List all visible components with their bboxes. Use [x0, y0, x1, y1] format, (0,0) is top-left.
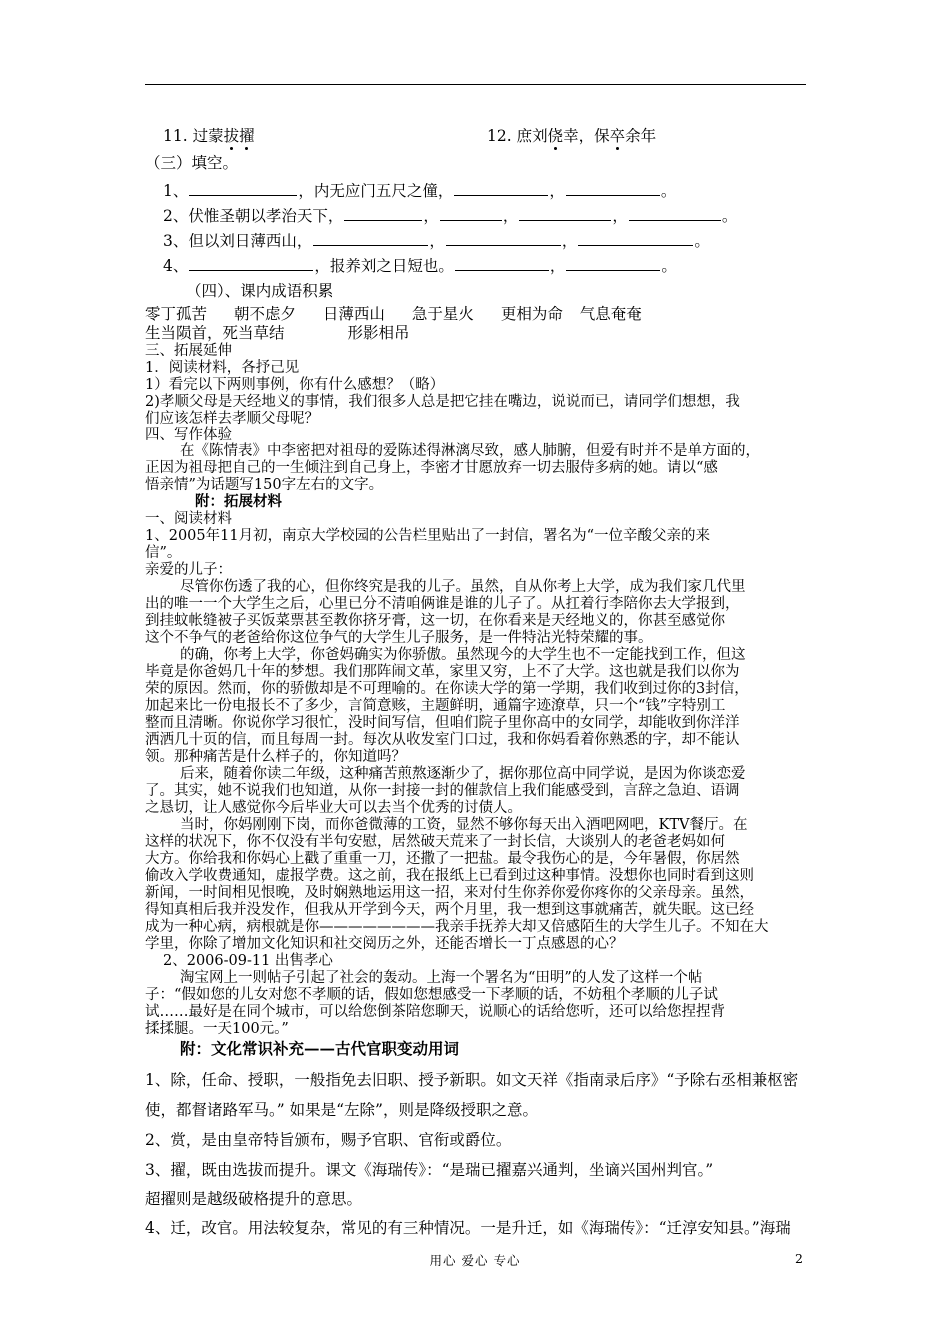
idioms-row-1	[145, 305, 642, 323]
idiom: 更相为命	[500, 305, 563, 323]
section-3-line: 2)孝顺父母是天经地义的事情，我们很多人总是把它挂在嘴边，说说而已，请同学们想想，我	[145, 394, 740, 410]
letter-line: 偷改入学收费通知，虚报学费。这之前，我在报纸上已看到过这种事情。没想你也同时看到这则	[145, 868, 754, 884]
letter-line: 荣的原因。然而，你的骄傲却是不可理喻的。在你读大学的第一学期，我们收到过你的3封信，	[145, 681, 749, 697]
fill-question-1	[163, 181, 676, 200]
vocab-11-number: 11.	[163, 127, 188, 145]
appendix-item-2-line: 子：“假如您的儿女对您不孝顺的话，假如您想感受一下孝顺的话，不妨租个孝顺的儿子试	[145, 987, 718, 1003]
q2-end: 。	[721, 207, 738, 225]
section-4-line: 悟亲情”为话题写150字左右的文字。	[145, 477, 384, 493]
letter-line: 尽管你伤透了我的心，但你终究是我的儿子。虽然，自从你考上大学，成为我们家几代里	[180, 579, 746, 595]
q2-sep: ，	[423, 207, 439, 225]
answer-blank[interactable]	[578, 231, 693, 246]
vocab-12-text: 余年	[625, 127, 657, 145]
letter-line: 当时，你妈刚刚下岗，而你爸微薄的工资，显然不够你每天出入酒吧网吧，KTV餐厅。在	[180, 817, 748, 833]
q3-sep: ，	[561, 232, 578, 250]
answer-blank[interactable]	[566, 181, 660, 196]
appendix-item-2-line: 淘宝网上一则帖子引起了社会的轰动。上海一个署名为“田明”的人发了这样一个帖	[180, 970, 703, 986]
answer-blank[interactable]	[189, 181, 297, 196]
q1-text: ，	[549, 182, 565, 200]
vocab-12-dotted-char: 卒	[609, 127, 626, 145]
vocab-12-dotted-char: 侥	[547, 127, 564, 145]
answer-blank[interactable]	[629, 206, 721, 221]
section-3-line: 1．阅读材料，各抒己见	[145, 360, 300, 376]
idiom: 生当陨首，死当草结	[145, 324, 285, 342]
letter-line: 成为一种心病，病根就是你————————我亲手抚养大却又倍感陌生的大学生儿子。不知在大	[145, 919, 769, 935]
footer-motto: 用心 爱心 专心	[429, 1253, 521, 1268]
vocab-11-dotted-char: 拔	[223, 127, 240, 145]
q3-text: 3、但以刘日薄西山，	[163, 232, 313, 250]
letter-salutation: 亲爱的儿子：	[145, 562, 232, 578]
letter-line: 了。其实，她不说我们也知道，从你一封接一封的催款信上我们能感受到，言辞之急迫、语调	[145, 783, 740, 799]
letter-line: 学里，你除了增加文化知识和社交阅历之外，还能否增长一丁点感恩的心？	[145, 936, 624, 952]
culture-heading: 附：文化常识补充——古代官职变动用词	[180, 1039, 460, 1058]
idiom: 零丁孤苦	[145, 305, 208, 323]
appendix-item-2-heading: 2、2006-09-11 出售孝心	[163, 953, 333, 969]
appendix-item-2-line: 揉揉腿。一天100元。”	[145, 1021, 289, 1037]
section-4-line: 在《陈情表》中李密把对祖母的爱陈述得淋漓尽致，感人肺腑，但爱有时并不是单方面的，	[180, 443, 760, 459]
fill-heading: （三）填空。	[145, 154, 239, 172]
fill-question-2	[163, 206, 737, 225]
idioms-row-2	[145, 324, 409, 342]
vocab-11-text: 过蒙	[192, 127, 224, 145]
vocab-item-11	[163, 127, 255, 145]
answer-blank[interactable]	[566, 256, 660, 271]
letter-line: 这样的状况下，你不仅没有半句安慰，居然破天荒来了一封长信，大谈别人的老爸老妈如何	[145, 834, 725, 850]
culture-line: 2、赏，是由皇帝特旨颁布，赐予官职、官衔或爵位。	[145, 1131, 512, 1149]
answer-blank[interactable]	[454, 181, 548, 196]
vocab-12-text: 幸，保	[563, 127, 610, 145]
letter-line: 加起来比一份电报长不了多少，言简意赅，主题鲜明，通篇字迹潦草，只一个“钱”字特别工	[145, 698, 726, 714]
section-3-line: 1）看完以下两则事例，你有什么感想？（略）	[145, 377, 445, 393]
page-number: 2	[795, 1251, 803, 1266]
letter-line: 新闻，一时间相见恨晚，及时娴熟地运用这一招，来对付生你养你爱你疼你的父亲母亲。虽然，	[145, 885, 754, 901]
section-4-heading: 四、写作体验	[145, 427, 232, 443]
letter-line: 大方。你给我和你妈心上戳了重重一刀，还撒了一把盐。最令我伤心的是，今年暑假，你居然	[145, 851, 740, 867]
culture-line: 3、擢，既由选拔而提升。课文《海瑞传》：“是瑞已擢嘉兴通判，坐谪兴国州判官。”	[145, 1161, 714, 1179]
q2-text: 2、伏惟圣朝以孝治天下，	[163, 207, 344, 225]
idiom: 日薄西山	[322, 305, 385, 323]
appendix-subheading: 一、阅读材料	[145, 511, 232, 527]
appendix-line: 信”。	[145, 545, 182, 561]
idiom: 形影相吊	[347, 324, 410, 342]
letter-line: 领。那种痛苦是什么样子的，你知道吗？	[145, 749, 406, 765]
answer-blank[interactable]	[440, 206, 502, 221]
q1-number: 1、	[163, 182, 189, 200]
culture-line: 4、迁，改官。用法较复杂，常见的有三种情况。一是升迁，如《海瑞传》：“迁淳安知县。”海瑞	[145, 1219, 791, 1237]
q2-sep: ，	[612, 207, 628, 225]
letter-line: 出的唯一一个大学生之后，心里已分不清咱俩谁是谁的儿子了。从扛着行李陪你去大学报到，	[145, 596, 740, 612]
letter-line: 到挂蚊帐缝被子买饭菜票甚至教你挤牙膏，这一切，在你看来是天经地义的，你甚至感觉你	[145, 613, 725, 629]
letter-line: 之恳切，让人感觉你今后毕业大可以去当个优秀的讨债人。	[145, 800, 522, 816]
header-rule	[145, 84, 806, 85]
q3-end: 。	[694, 232, 710, 250]
answer-blank[interactable]	[519, 206, 611, 221]
q4-text: ，报养刘之日短也。	[314, 257, 454, 275]
idioms-heading: （四）、课内成语积累	[186, 282, 334, 300]
fill-question-4	[163, 256, 677, 275]
answer-blank[interactable]	[313, 231, 428, 246]
culture-line: 使，都督诸路军马。” 如果是“左除”，则是降级授职之意。	[145, 1101, 538, 1119]
section-3-heading: 三、拓展延伸	[145, 343, 232, 359]
letter-line: 这个不争气的老爸给你这位争气的大学生儿子服务，是一件特沾光特荣耀的事。	[145, 630, 653, 646]
q1-end: 。	[660, 182, 677, 200]
section-4-line: 正因为祖母把自己的一生倾注到自己身上，李密才甘愿放弃一切去服侍多病的她。请以“感	[145, 460, 718, 476]
q2-sep: ，	[502, 207, 519, 225]
letter-line: 得知真相后我并没发作，但我从开学到今天，两个月里，我一想到这事就痛苦，就失眠。这已经	[145, 902, 754, 918]
vocab-11-dotted-char: 擢	[239, 127, 255, 145]
vocab-12-text: 庶刘	[516, 127, 548, 145]
appendix-line: 1、2005年11月初，南京大学校园的公告栏里贴出了一封信，署名为“一位辛酸父亲的来	[145, 528, 710, 544]
q3-sep: ，	[429, 232, 445, 250]
answer-blank[interactable]	[344, 206, 422, 221]
letter-line: 毕竟是你爸妈几十年的梦想。我们那阵闹文革，家里又穷，上不了大学。这也就是我们以你为	[145, 664, 740, 680]
q4-end: 。	[661, 257, 677, 275]
idiom: 急于星火	[411, 305, 474, 323]
answer-blank[interactable]	[189, 256, 313, 271]
letter-line: 后来，随着你读二年级，这种痛苦煎熬逐渐少了，据你那位高中同学说，是因为你谈恋爱	[180, 766, 746, 782]
letter-line: 的确，你考上大学，你爸妈确实为你骄傲。虽然现今的大学生也不一定能找到工作，但这	[180, 647, 746, 663]
idiom: 朝不虑夕	[233, 305, 296, 323]
culture-line: 超擢则是越级破格提升的意思。	[145, 1190, 363, 1208]
idiom: 气息奄奄	[579, 305, 642, 323]
vocab-12-number: 12.	[487, 127, 512, 145]
appendix-heading: 附：拓展材料	[195, 493, 282, 510]
q1-text: ，内无应门五尺之僮，	[298, 182, 454, 200]
letter-line: 整而且清晰。你说你学习很忙，没时间写信，但咱们院子里你高中的女同学，却能收到你洋洋	[145, 715, 740, 731]
q4-number: 4、	[163, 257, 189, 275]
answer-blank[interactable]	[446, 231, 561, 246]
culture-line: 1、除，任命、授职，一般指免去旧职、授予新职。如文天祥《指南录后序》“予除右丞相兼枢密	[145, 1071, 799, 1089]
q4-sep: ，	[549, 257, 566, 275]
vocab-item-12	[487, 127, 656, 145]
answer-blank[interactable]	[455, 256, 549, 271]
section-3-line: 们应该怎样去孝顺父母呢？	[145, 411, 319, 427]
letter-line: 洒洒几十页的信，而且每周一封。每次从收发室门口过，我和你妈看着你熟悉的字，却不能认	[145, 732, 740, 748]
appendix-item-2-line: 试……最好是在同个城市，可以给您倒茶陪您聊天，说顺心的话给您听，还可以给您捏捏背	[145, 1004, 725, 1020]
fill-question-3	[163, 231, 710, 250]
